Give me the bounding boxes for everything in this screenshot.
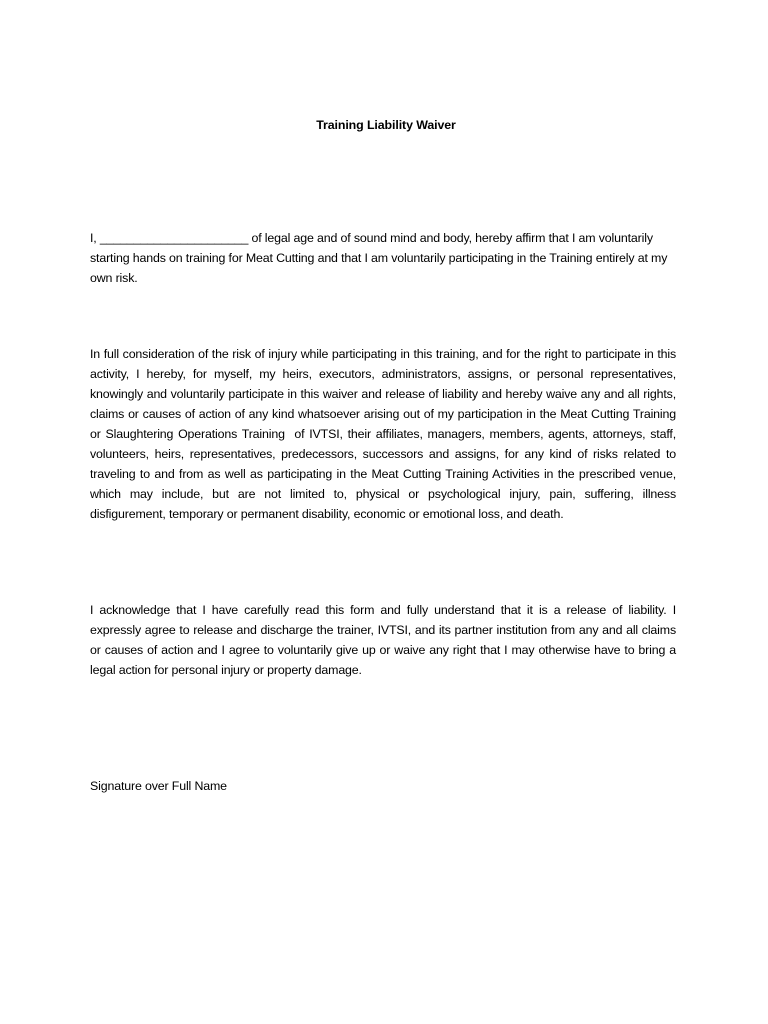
document-title: Training Liability Waiver <box>316 118 456 132</box>
affirmation-paragraph: I, ______________________ of legal age and of sound mind and body, hereby affirm that I am voluntarily starting hands on training for Meat Cutting and that I am voluntarily participating in the Training entirely at my own risk. <box>90 231 671 285</box>
signature-label: Signature over Full Name <box>90 779 227 793</box>
acknowledgement-paragraph: I acknowledge that I have carefully read this form and fully understand that it is a release of liability. I expressly agree to release and discharge the trainer, IVTSI, and its partner institution from any and all claims or causes of action and I agree to voluntarily give up or waive any right that I may otherwise have to bring a legal action for personal injury or property damage. <box>90 603 680 677</box>
release-paragraph: In full consideration of the risk of injury while participating in this training, and for the right to participate in this activity, I hereby, for myself, my heirs, executors, administrators, assigns, or personal representatives, knowingly and voluntarily participate in this waiver and release of liability and hereby waive any and all rights, claims or causes of action of any kind whatsoever arising out of my participation in the Meat Cutting Training or Slaughtering Operations Training of IVTSI, their affiliates, managers, members, agents, attorneys, staff, volunteers, heirs, representatives, predecessors, successors and assigns, for any kind of risks related to traveling to and from as well as participating in the Meat Cutting Training Activities in the prescribed venue, which may include, but are not limited to, physical or psychological injury, pain, suffering, illness disfigurement, temporary or permanent disability, economic or emotional loss, and death. <box>90 347 680 521</box>
